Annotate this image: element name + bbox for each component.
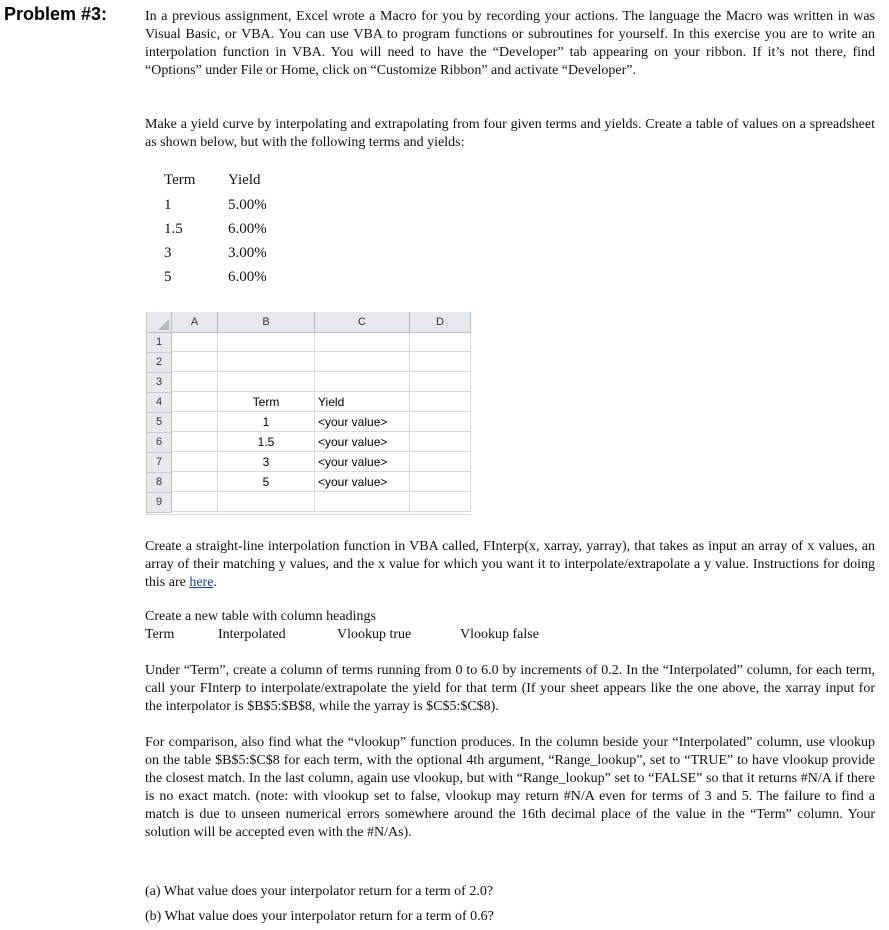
intro-paragraph: In a previous assignment, Excel wrote a Macro for you by recording your actions. The language the Macro was written in was Visual Basic, or VBA. You can use VBA to program functions or subroutines for yourself. In this exercise you are to write an interpolation function in VBA. You will need to have the “Developer” tab appearing on your ribbon. If it’s not there, find “Options” under File or Home, click on “Customize Ribbon” and activate “Developer”. (145, 9, 875, 78)
instructions-link[interactable]: here (189, 575, 214, 590)
cell-yield[interactable]: <your value> (315, 473, 410, 492)
cell-yield[interactable]: <your value> (315, 433, 410, 452)
cell-b4-term-header[interactable]: Term (218, 393, 315, 412)
cell-yield[interactable]: <your value> (315, 453, 410, 472)
given-term: 3 (164, 245, 172, 261)
vlookup-paragraph: For comparison, also find what the “vlookup” function produces. In the column beside your “Interpolated” column, use vlookup on the table $B$5:$C$8 for each term, with the optional 4th argument, “Range_lookup”, set to “TRUE” to have vlookup provide the closest match. In the last column, again use vlookup, but with “Range_lookup” set to “FALSE” so that it returns #N/A if there is no exact match. (note: with vlookup set to false, vlookup may return #N/A even for terms of 3 and 5. The failure to find a match is due to unseen numerical errors somewhere around the 16th decimal place of the value in the “Term” column. Your solution will be accepted even with the #N/As). (145, 735, 875, 840)
column-header-d: D (410, 312, 471, 333)
heading-term: Term (145, 627, 175, 642)
column-header-b: B (218, 312, 315, 333)
question-b: (b) What value does your interpolator return for a term of 0.6? (145, 909, 494, 924)
row-header: 7 (147, 453, 172, 473)
given-term: 1 (164, 197, 172, 213)
question-a: (a) What value does your interpolator return for a term of 2.0? (145, 884, 494, 899)
given-yield-header: Yield (228, 172, 261, 188)
given-term-header: Term (164, 172, 196, 188)
cell-yield[interactable]: <your value> (315, 413, 410, 432)
heading-interpolated: Interpolated (218, 627, 286, 642)
row-header: 1 (147, 333, 172, 353)
column-header-c: C (315, 312, 410, 333)
row-header: 5 (147, 413, 172, 433)
function-text-end: . (213, 575, 217, 590)
cell-term[interactable]: 1 (218, 413, 315, 432)
given-term: 1.5 (164, 221, 183, 237)
row-header: 6 (147, 433, 172, 453)
heading-vlookup-false: Vlookup false (460, 627, 539, 642)
cell-term[interactable]: 1.5 (218, 433, 315, 452)
function-paragraph (145, 538, 875, 592)
problem-heading: Problem #3: (4, 4, 108, 24)
given-yield: 6.00% (228, 269, 267, 285)
row-header: 8 (147, 473, 172, 493)
function-text: Create a straight-line interpolation function in VBA called, FInterp(x, xarray, yarray), that takes as input an array of x values, an array of their matching y values, and the x value for which you want it to interpolate/extrapolate a y value. Instructions for doing this are (145, 539, 875, 590)
row-header: 3 (147, 373, 172, 393)
row-header: 4 (147, 393, 172, 413)
heading-vlookup-true: Vlookup true (337, 627, 412, 642)
given-yield: 3.00% (228, 245, 267, 261)
row-header: 9 (147, 493, 172, 513)
select-all-corner (147, 312, 172, 333)
cell-term[interactable]: 5 (218, 473, 315, 492)
term-column-paragraph: Under “Term”, create a column of terms running from 0 to 6.0 by increments of 0.2. In the “Interpolated” column, for each term, call your FInterp to interpolate/extrapolate the yield for that term (If your sheet appears like the one above, the xarray input for the interpolator is $B$5:$B$8, while the yarray is $C$5:$C$8). (145, 663, 875, 714)
cell-c4-yield-header[interactable]: Yield (315, 393, 410, 412)
column-header-a: A (172, 312, 218, 333)
instructions-paragraph: Make a yield curve by interpolating and extrapolating from four given terms and yields. Create a table of values on a spreadsheet as shown below, but with the following terms and yields: (145, 117, 875, 150)
spreadsheet-image (146, 312, 471, 515)
cell-term[interactable]: 3 (218, 453, 315, 472)
given-yield: 5.00% (228, 197, 267, 213)
row-header: 2 (147, 353, 172, 373)
given-term: 5 (164, 269, 172, 285)
new-table-intro: Create a new table with column headings (145, 609, 376, 624)
given-yield: 6.00% (228, 221, 267, 237)
